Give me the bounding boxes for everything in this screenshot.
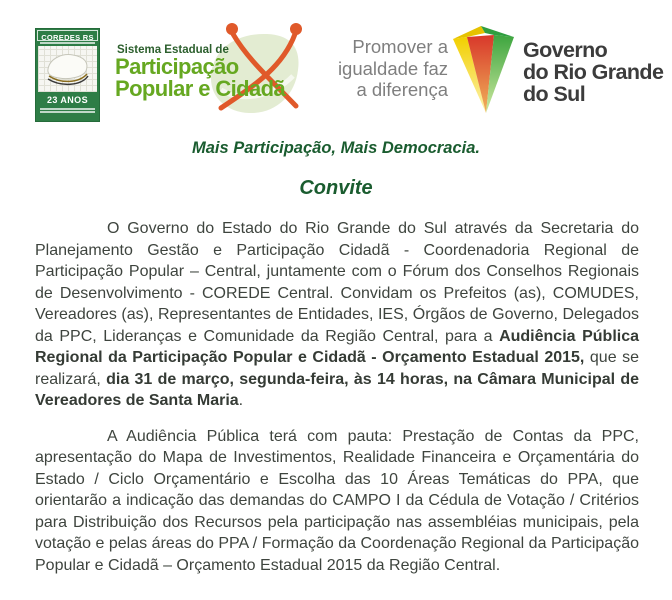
motto-heading: Mais Participação, Mais Democracia. <box>192 139 480 157</box>
paragraph1-regular-1: O Governo do Estado do Rio Grande do Sul através da Secretaria do Planejamento Gestão e Participação Cidadã - Coordenadoria Regional de Participação Popular – Central, juntamente com o Fórum dos Conselhos Regionais de Desenvolvimento - COREDE Central. Convidam os Prefeitos (as), COMUDES, Vereadores (as), Representantes de Entidades, IES, Órgãos de Governo, Delegados da PPC, Lideranças e Comunidade da Região Central, para a <box>35 220 639 345</box>
government-slogan <box>328 36 448 101</box>
coredes-years-label: 23 ANOS <box>47 95 88 105</box>
rs-map-graphic <box>39 48 96 90</box>
document-title: Convite <box>299 177 373 199</box>
governo-line3: do Sul <box>523 82 586 106</box>
paragraph1-bold-datetime: dia 31 de março, segunda-feira, às 14 horas, na Câmara Municipal de Vereadores de Santa Maria <box>35 370 640 409</box>
paragraph1-bold-event: Audiência Pública Regional da Participação Popular e Cidadã - Orçamento Estadual 2015, <box>35 327 640 366</box>
paragraph1-regular-3: . <box>238 392 244 409</box>
slogan-line3: a diferença <box>356 79 448 100</box>
governo-prism-icon <box>448 23 520 120</box>
paragraph1-regular-2: que se realizará, <box>35 349 640 388</box>
ppc-tagline: Sistema Estadual de <box>117 44 229 56</box>
coredes-fine-print-line <box>40 42 95 44</box>
paragraph-agenda: A Audiência Pública terá com pauta: Prestação de Contas da PPC, apresentação do Mapa de Investimentos, Realidade Financeira e Orçamentária do Estado / Ciclo Orçamentário e Escolha das 10 Áreas Temáticas do PPA, que orientarão a indicação das demandas do CAMPO I da Cédula de Votação / Critérios para Distribuição dos Recursos pela participação nas assembléias municipais, pela votação e pelas áreas do PPA / Formação da Coordenação Regional da Participação Popular e Cidadã – Orçamento Estadual 2015 da Região Central. <box>35 427 639 574</box>
paragraph-invitation <box>35 218 639 412</box>
slogan-line2: igualdade faz <box>337 57 448 79</box>
governo-logo-text <box>523 39 663 120</box>
ppc-logo <box>115 18 320 126</box>
logos-header <box>0 0 672 128</box>
governo-line1: Governo <box>523 38 608 62</box>
governo-line2: do Rio Grande <box>523 60 664 84</box>
governo-rs-logo <box>448 23 663 120</box>
slogan-line1: Promover a <box>352 36 448 57</box>
ppc-logo-text <box>115 44 285 99</box>
coredes-badge <box>35 28 100 122</box>
coredes-fine-print-line <box>40 108 95 110</box>
rs-map-icon <box>38 46 97 92</box>
coredes-fine-print-line <box>40 111 95 113</box>
coredes-badge-title: COREDES RS <box>37 30 98 41</box>
ppc-name-line1: Participação <box>115 54 239 79</box>
ppc-name-line2: Popular e Cidadã <box>115 75 286 101</box>
